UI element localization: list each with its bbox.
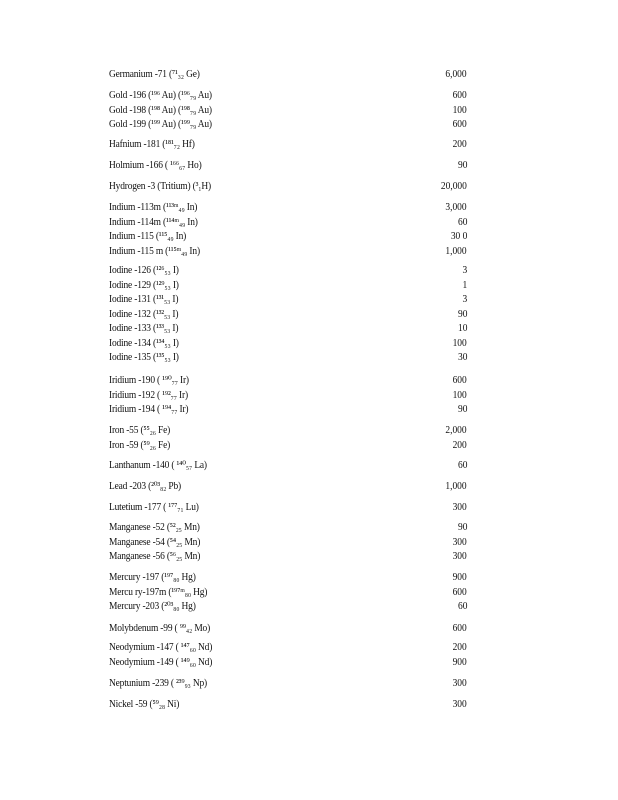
table-row (109, 622, 469, 637)
isotope-value: 900 (452, 572, 467, 583)
table-row (109, 293, 469, 308)
isotope-group (109, 138, 469, 153)
isotope-value: 1,000 (445, 245, 467, 257)
table-row (109, 571, 469, 586)
isotope-group (109, 201, 469, 259)
isotope-name: Mercu ry-197m (¹⁹⁷ᵐ₈₀ Hg) (109, 586, 208, 598)
isotope-group (109, 89, 469, 133)
isotope-value: 300 (452, 678, 467, 689)
isotope-value: 30 0 (450, 231, 467, 242)
table-row (109, 337, 469, 352)
isotope-group (109, 501, 469, 516)
isotope-value: 60 (457, 601, 467, 612)
isotope-group (109, 459, 469, 474)
isotope-value: 300 (452, 502, 467, 513)
table-row (109, 698, 469, 713)
isotope-group (109, 698, 469, 713)
table-row (109, 216, 469, 231)
isotope-name: Iridium -190 ( ¹⁹⁰₇₇ Ir) (109, 375, 189, 386)
isotope-name: Indium -115 (¹¹⁵₄₉ In) (109, 231, 187, 242)
isotope-value: 300 (452, 551, 467, 562)
isotope-value: 300 (452, 699, 467, 710)
isotope-value: 2,000 (445, 425, 467, 436)
table-row (109, 180, 469, 195)
isotope-name: Lanthanum -140 ( ¹⁴⁰₅₇ La) (109, 460, 207, 471)
isotope-name: Iodine -126 (¹²⁶₅₃ I) (109, 265, 179, 276)
isotope-name: Neodymium -147 ( ¹⁴⁷₆₀ Nd) (109, 642, 213, 653)
table-row (109, 439, 469, 454)
table-row (109, 374, 469, 389)
table-row (109, 322, 469, 337)
isotope-name: Neodymium -149 ( ¹⁴⁹₆₀ Nd) (109, 656, 213, 668)
table-row (109, 89, 469, 104)
isotope-value: 20,000 (441, 181, 467, 192)
isotope-name: Indium -115 m (¹¹⁵ᵐ₄₉ In) (109, 245, 200, 257)
isotope-value: 200 (452, 439, 467, 451)
isotope-value: 100 (452, 104, 467, 116)
isotope-name: Iodine -134 (¹³⁴₅₃ I) (109, 337, 179, 349)
isotope-group (109, 622, 469, 637)
isotope-name: Iodine -135 (¹³⁵₅₃ I) (109, 352, 179, 363)
table-row (109, 501, 469, 516)
isotope-value: 200 (452, 139, 467, 150)
isotope-name: Indium -113m (¹¹³ᵐ₄₉ In) (109, 202, 198, 213)
isotope-group (109, 677, 469, 692)
table-row (109, 424, 469, 439)
isotope-value: 600 (452, 90, 467, 101)
table-row (109, 138, 469, 153)
isotope-name: Iridium -192 ( ¹⁹²₇₇ Ir) (109, 389, 188, 401)
isotope-value: 90 (457, 522, 467, 533)
isotope-name: Iodine -132 (¹³²₅₃ I) (109, 308, 179, 320)
table-row (109, 521, 469, 536)
isotope-group (109, 641, 469, 670)
table-row (109, 230, 469, 245)
isotope-value: 600 (452, 623, 467, 634)
isotope-group (109, 68, 469, 83)
isotope-name: Lead -203 (²⁰³₈₂ Pb) (109, 481, 182, 492)
table-row (109, 279, 469, 294)
isotope-value: 100 (452, 337, 467, 349)
isotope-name: Manganese -56 (⁵⁶₂₅ Mn) (109, 551, 201, 562)
isotope-value: 1,000 (445, 481, 467, 492)
isotope-name: Molybdenum -99 ( ⁹⁹₄₂ Mo) (109, 623, 211, 634)
table-row (109, 536, 469, 551)
isotope-value: 30 (457, 352, 467, 363)
isotope-name: Iodine -129 (¹²⁹₅₃ I) (109, 279, 179, 291)
isotope-name: Gold -199 (¹⁹⁹ Au) (¹⁹⁹₇₉ Au) (109, 119, 212, 130)
table-row (109, 351, 469, 366)
isotope-name: Gold -198 (¹⁹⁸ Au) (¹⁹⁸₇₉ Au) (109, 104, 212, 116)
table-row (109, 308, 469, 323)
isotope-value: 1 (462, 279, 467, 291)
isotope-value: 100 (452, 389, 467, 401)
isotope-group (109, 180, 469, 195)
table-row (109, 245, 469, 260)
isotope-value: 60 (457, 216, 467, 228)
isotope-name: Hydrogen -3 (Tritium) (³₁H) (109, 181, 211, 192)
isotope-value: 3 (462, 265, 467, 276)
isotope-name: Iodine -131 (¹³¹₅₃ I) (109, 294, 179, 305)
isotope-name: Indium -114m (¹¹⁴ᵐ₄₉ In) (109, 216, 198, 228)
isotope-value: 600 (452, 586, 467, 598)
isotope-value: 900 (452, 656, 467, 668)
isotope-value: 6,000 (445, 69, 467, 80)
table-row (109, 68, 469, 83)
isotope-name: Gold -196 (¹⁹⁶ Au) (¹⁹⁶₇₉ Au) (109, 90, 212, 101)
isotope-value: 3 (462, 294, 467, 305)
isotope-group (109, 424, 469, 453)
isotope-name: Holmium -166 ( ¹⁶⁶₆₇ Ho) (109, 160, 202, 171)
isotope-value: 200 (452, 642, 467, 653)
table-row (109, 641, 469, 656)
table-row (109, 118, 469, 133)
isotope-value: 600 (452, 119, 467, 130)
isotope-group (109, 571, 469, 615)
isotope-name: Lutetium -177 ( ¹⁷⁷₇₁ Lu) (109, 502, 199, 513)
table-row (109, 159, 469, 174)
isotope-group (109, 159, 469, 174)
table-row (109, 677, 469, 692)
table-row (109, 104, 469, 119)
isotope-group (109, 374, 469, 418)
isotope-name: Mercury -197 (¹⁹⁷₈₀ Hg) (109, 572, 196, 583)
isotope-name: Manganese -52 (⁵²₂₅ Mn) (109, 522, 200, 533)
isotope-value: 600 (452, 375, 467, 386)
table-row (109, 480, 469, 495)
table-row (109, 389, 469, 404)
isotope-name: Iodine -133 (¹³³₅₃ I) (109, 323, 179, 334)
table-row (109, 264, 469, 279)
table-row (109, 403, 469, 418)
table-row (109, 459, 469, 474)
isotope-group (109, 521, 469, 565)
isotope-value: 3,000 (445, 202, 467, 213)
table-row (109, 201, 469, 216)
isotope-name: Iridium -194 ( ¹⁹⁴₇₇ Ir) (109, 404, 189, 415)
table-row (109, 586, 469, 601)
isotope-group (109, 480, 469, 495)
isotope-name: Hafnium -181 (¹⁸¹₇₂ Hf) (109, 139, 195, 150)
isotope-value: 90 (457, 160, 467, 171)
isotope-value: 10 (457, 323, 467, 334)
table-row (109, 656, 469, 671)
table-row (109, 550, 469, 565)
isotope-value: 90 (457, 308, 467, 320)
isotope-name: Iron -55 (⁵⁵₂₆ Fe) (109, 425, 171, 436)
isotope-value: 90 (457, 404, 467, 415)
isotope-name: Nickel -59 (⁵⁹₂₈ Ni) (109, 699, 180, 710)
isotope-value: 60 (457, 460, 467, 471)
table-row (109, 600, 469, 615)
isotope-name: Mercury -203 (²⁰³₈₀ Hg) (109, 601, 196, 612)
isotope-name: Neptunium -239 ( ²³⁹₉₃ Np) (109, 678, 208, 689)
isotope-name: Iron -59 (⁵⁹₂₆ Fe) (109, 439, 171, 451)
isotope-name: Manganese -54 (⁵⁴₂₅ Mn) (109, 536, 201, 548)
isotope-name: Germanium -71 (⁷¹₃₂ Ge) (109, 69, 200, 80)
isotope-group (109, 264, 469, 366)
isotope-value: 300 (452, 536, 467, 548)
